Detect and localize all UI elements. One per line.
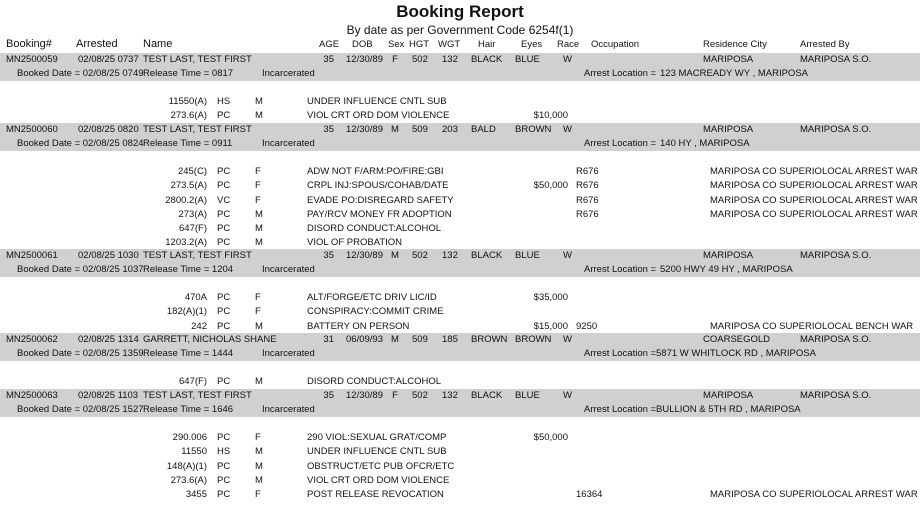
charge-type: PC [217,110,231,122]
charge-level: F [255,488,261,500]
warrant-kind: LOCAL BENCH WAR [822,320,914,332]
age-value: 35 [323,390,334,401]
charge-type: PC [217,460,231,472]
charge-type: PC [217,376,231,388]
charge-row [0,375,920,389]
wgt-value: 132 [442,390,458,401]
custody-status: Incarcerated [262,264,315,276]
custody-status: Incarcerated [262,404,315,416]
hair-value: BLACK [471,250,503,261]
hair-value: BROWN [471,334,508,345]
bail-amount: $50,000 [533,432,568,444]
hgt-value: 509 [412,124,428,135]
charge-description: OBSTRUCT/ETC PUB OFCR/ETC [307,460,455,472]
wgt-value: 203 [442,124,458,135]
wgt-value: 185 [442,334,458,345]
charge-type: PC [217,292,231,304]
court-name: MARIPOSA CO SUPERIO [710,488,822,500]
booking-detail-row [0,403,920,417]
charge-description: DISORD CONDUCT:ALCOHOL [307,376,442,388]
charge-code: 273(A) [178,208,207,220]
charge-type: PC [217,180,231,192]
bail-amount: $35,000 [533,292,568,304]
charge-row [0,474,920,488]
eyes-value: BLUE [515,390,540,401]
charge-level: M [255,320,263,332]
booking-row [0,123,920,137]
arrested-datetime: 02/08/25 0737 [78,54,139,65]
charge-level: F [255,292,261,304]
charge-level: F [255,194,261,206]
charge-row [0,291,920,305]
charge-level: M [255,446,263,458]
charge-description: 290 VIOL:SEXUAL GRAT/COMP [307,432,447,444]
release-time: Release Time = 1204 [143,264,234,276]
header-wgt: WGT [438,39,461,50]
booked-date: Booked Date = 02/08/25 1037 [17,264,144,276]
charge-level: F [255,432,261,444]
charge-code: 273.5(A) [170,180,207,192]
custody-status: Incarcerated [262,68,315,80]
bail-amount: $10,000 [533,110,568,122]
charge-code: 290.006 [172,432,207,444]
charge-row [0,305,920,319]
eyes-value: BLUE [515,54,540,65]
arrested-datetime: 02/08/25 1030 [78,250,139,261]
race-value: W [563,54,572,65]
hgt-value: 502 [412,250,428,261]
arrested-datetime: 02/08/25 0820 [78,124,139,135]
dob-value: 12/30/89 [346,54,383,65]
header-hair: Hair [478,39,496,50]
arrested-by: MARIPOSA S.O. [800,390,872,401]
header-age: AGE [319,39,340,50]
wgt-value: 132 [442,250,458,261]
warrant-kind: LOCAL ARREST WAR [822,488,918,500]
arrested-by: MARIPOSA S.O. [800,250,872,261]
booking-detail-row [0,67,920,81]
charge-row [0,320,920,334]
court-name: MARIPOSA CO SUPERIO [710,180,822,192]
charge-row [0,194,920,208]
charge-level: F [255,306,261,318]
charge-row [0,445,920,459]
hair-value: BALD [471,124,496,135]
booking-detail-row [0,263,920,277]
charge-level: M [255,208,263,220]
booking-number: MN2500059 [6,54,58,65]
arrest-location: 5871 W WHITLOCK RD , MARIPOSA [656,348,816,360]
arrest-location: BULLION & 5TH RD , MARIPOSA [656,404,801,416]
charge-row [0,109,920,123]
race-value: W [563,250,572,261]
age-value: 31 [323,334,334,345]
header-race: Race [557,39,580,50]
charge-description: UNDER INFLUENCE CNTL SUB [307,446,447,458]
court-name: MARIPOSA CO SUPERIO [710,208,822,220]
hair-value: BLACK [471,54,503,65]
charge-description: VIOL OF PROBATION [307,236,403,248]
charge-level: M [255,460,263,472]
court-name: MARIPOSA CO SUPERIO [710,320,822,332]
arrested-datetime: 02/08/25 1314 [78,334,139,345]
sex-value: M [391,124,399,135]
charge-description: BATTERY ON PERSON [307,320,410,332]
charge-description: DISORD CONDUCT:ALCOHOL [307,222,442,234]
arrested-by: MARIPOSA S.O. [800,334,872,345]
dob-value: 12/30/89 [346,250,383,261]
person-name: TEST LAST, TEST FIRST [143,250,252,261]
header-arrested-by: Arrested By [800,39,850,50]
eyes-value: BROWN [515,334,552,345]
charge-row [0,431,920,445]
booking-number: MN2500061 [6,250,58,261]
arrest-location-label: Arrest Location = [584,348,657,360]
charge-code: 148(A)(1) [166,460,207,472]
charge-code: 470A [184,292,207,304]
charge-type: HS [217,446,231,458]
booking-row [0,333,920,347]
charge-level: M [255,110,263,122]
charge-code: 273.6(A) [170,110,207,122]
release-time: Release Time = 1444 [143,348,234,360]
header-eyes: Eyes [521,39,543,50]
booking-row [0,53,920,67]
sex-value: F [392,54,398,65]
warrant-number: 16364 [576,488,603,500]
booked-date: Booked Date = 02/08/25 0749 [17,68,144,80]
arrested-by: MARIPOSA S.O. [800,124,872,135]
charge-code: 2800.2(A) [165,194,207,206]
column-headers [0,37,920,52]
person-name: TEST LAST, TEST FIRST [143,54,252,65]
charge-code: 1203.2(A) [165,236,207,248]
eyes-value: BLUE [515,250,540,261]
arrest-location-label: Arrest Location = [584,404,657,416]
header-sex: Sex [388,39,405,50]
warrant-kind: LOCAL ARREST WAR [822,208,918,220]
charge-type: PC [217,474,231,486]
header-booking: Booking# [6,38,52,50]
arrest-location-label: Arrest Location = [584,138,657,150]
warrant-kind: LOCAL ARREST WAR [822,194,918,206]
court-name: MARIPOSA CO SUPERIO [710,166,822,178]
booked-date: Booked Date = 02/08/25 1359 [17,348,144,360]
custody-status: Incarcerated [262,138,315,150]
charge-code: 11550(A) [168,96,207,108]
bail-amount: $50,000 [533,180,568,192]
arrest-location: 5200 HWY 49 HY , MARIPOSA [660,264,793,276]
age-value: 35 [323,54,334,65]
custody-status: Incarcerated [262,348,315,360]
charge-description: PAY/RCV MONEY FR ADOPTION [307,208,452,220]
charge-description: ALT/FORGE/ETC DRIV LIC/ID [307,292,437,304]
hgt-value: 509 [412,334,428,345]
booking-detail-row [0,137,920,151]
warrant-kind: LOCAL ARREST WAR [822,166,918,178]
warrant-kind: LOCAL ARREST WAR [822,180,918,192]
header-residence: Residence City [703,39,767,50]
charge-type: PC [217,432,231,444]
residence-city: COARSEGOLD [703,334,771,345]
charge-level: M [255,222,263,234]
charge-code: 182(A)(1) [166,306,207,318]
arrest-location: 140 HY , MARIPOSA [660,138,750,150]
charge-type: PC [217,320,231,332]
charge-description: VIOL CRT ORD DOM VIOLENCE [307,474,450,486]
sex-value: F [392,390,398,401]
booking-detail-row [0,347,920,361]
report-subtitle: By date as per Government Code 6254f(1) [346,23,574,37]
bail-amount: $15,000 [533,320,568,332]
booking-number: MN2500060 [6,124,58,135]
booked-date: Booked Date = 02/08/25 1527 [17,404,144,416]
hair-value: BLACK [471,390,503,401]
charge-level: M [255,96,263,108]
charge-row [0,179,920,193]
charge-level: F [255,166,261,178]
person-name: TEST LAST, TEST FIRST [143,124,252,135]
charge-row [0,488,920,502]
charge-type: PC [217,208,231,220]
charge-row [0,222,920,236]
charge-code: 273.6(A) [170,474,207,486]
charge-level: M [255,474,263,486]
header-hgt: HGT [409,39,430,50]
charge-code: 647(F) [179,222,207,234]
header-name: Name [143,38,173,50]
charge-code: 242 [191,320,207,332]
booking-row [0,389,920,403]
race-value: W [563,124,572,135]
charge-description: CRPL INJ:SPOUS/COHAB/DATE [307,180,449,192]
warrant-number: 9250 [576,320,598,332]
charge-level: M [255,376,263,388]
report-title: Booking Report [396,2,524,21]
booking-row [0,249,920,263]
charge-code: 11550 [181,446,207,458]
charge-description: ADW NOT F/ARM:PO/FIRE:GBI [307,166,444,178]
sex-value: M [391,334,399,345]
residence-city: MARIPOSA [703,54,754,65]
release-time: Release Time = 0817 [143,68,234,80]
arrested-by: MARIPOSA S.O. [800,54,872,65]
arrested-datetime: 02/08/25 1103 [78,390,139,401]
charge-code: 245(C) [177,166,207,178]
header-arrested: Arrested [76,38,118,50]
charge-type: PC [217,222,231,234]
charge-type: HS [217,96,231,108]
person-name: GARRETT, NICHOLAS SHANE [143,334,277,345]
wgt-value: 132 [442,54,458,65]
charge-type: PC [217,306,231,318]
arrest-location-label: Arrest Location = [584,68,657,80]
race-value: W [563,390,572,401]
charge-row [0,95,920,109]
charge-row [0,460,920,474]
charge-row [0,208,920,222]
residence-city: MARIPOSA [703,124,754,135]
warrant-number: R676 [576,166,599,178]
header-occupation: Occupation [591,39,640,50]
age-value: 35 [323,124,334,135]
charge-row [0,165,920,179]
charge-description: VIOL CRT ORD DOM VIOLENCE [307,110,450,122]
residence-city: MARIPOSA [703,250,754,261]
charge-row [0,236,920,250]
arrest-location-label: Arrest Location = [584,264,657,276]
charge-code: 647(F) [179,376,207,388]
person-name: TEST LAST, TEST FIRST [143,390,252,401]
eyes-value: BROWN [515,124,552,135]
charge-description: EVADE PO:DISREGARD SAFETY [307,194,454,206]
charge-level: F [255,180,261,192]
charge-code: 3455 [185,488,207,500]
charge-type: PC [217,236,231,248]
booking-number: MN2500062 [6,334,58,345]
hgt-value: 502 [412,390,428,401]
dob-value: 12/30/89 [346,390,383,401]
dob-value: 06/09/93 [346,334,383,345]
charge-type: PC [217,166,231,178]
charge-description: CONSPIRACY:COMMIT CRIME [307,306,444,318]
charge-description: POST RELEASE REVOCATION [307,488,444,500]
header-dob: DOB [352,39,373,50]
release-time: Release Time = 1646 [143,404,234,416]
release-time: Release Time = 0911 [143,138,233,150]
charge-description: UNDER INFLUENCE CNTL SUB [307,96,447,108]
arrest-location: 123 MACREADY WY , MARIPOSA [660,68,808,80]
dob-value: 12/30/89 [346,124,383,135]
sex-value: M [391,250,399,261]
charge-type: VC [217,194,231,206]
race-value: W [563,334,572,345]
warrant-number: R676 [576,180,599,192]
age-value: 35 [323,250,334,261]
booked-date: Booked Date = 02/08/25 0824 [17,138,144,150]
charge-type: PC [217,488,231,500]
booking-number: MN2500063 [6,390,58,401]
residence-city: MARIPOSA [703,390,754,401]
warrant-number: R676 [576,208,599,220]
charge-level: M [255,236,263,248]
court-name: MARIPOSA CO SUPERIO [710,194,822,206]
hgt-value: 502 [412,54,428,65]
warrant-number: R676 [576,194,599,206]
